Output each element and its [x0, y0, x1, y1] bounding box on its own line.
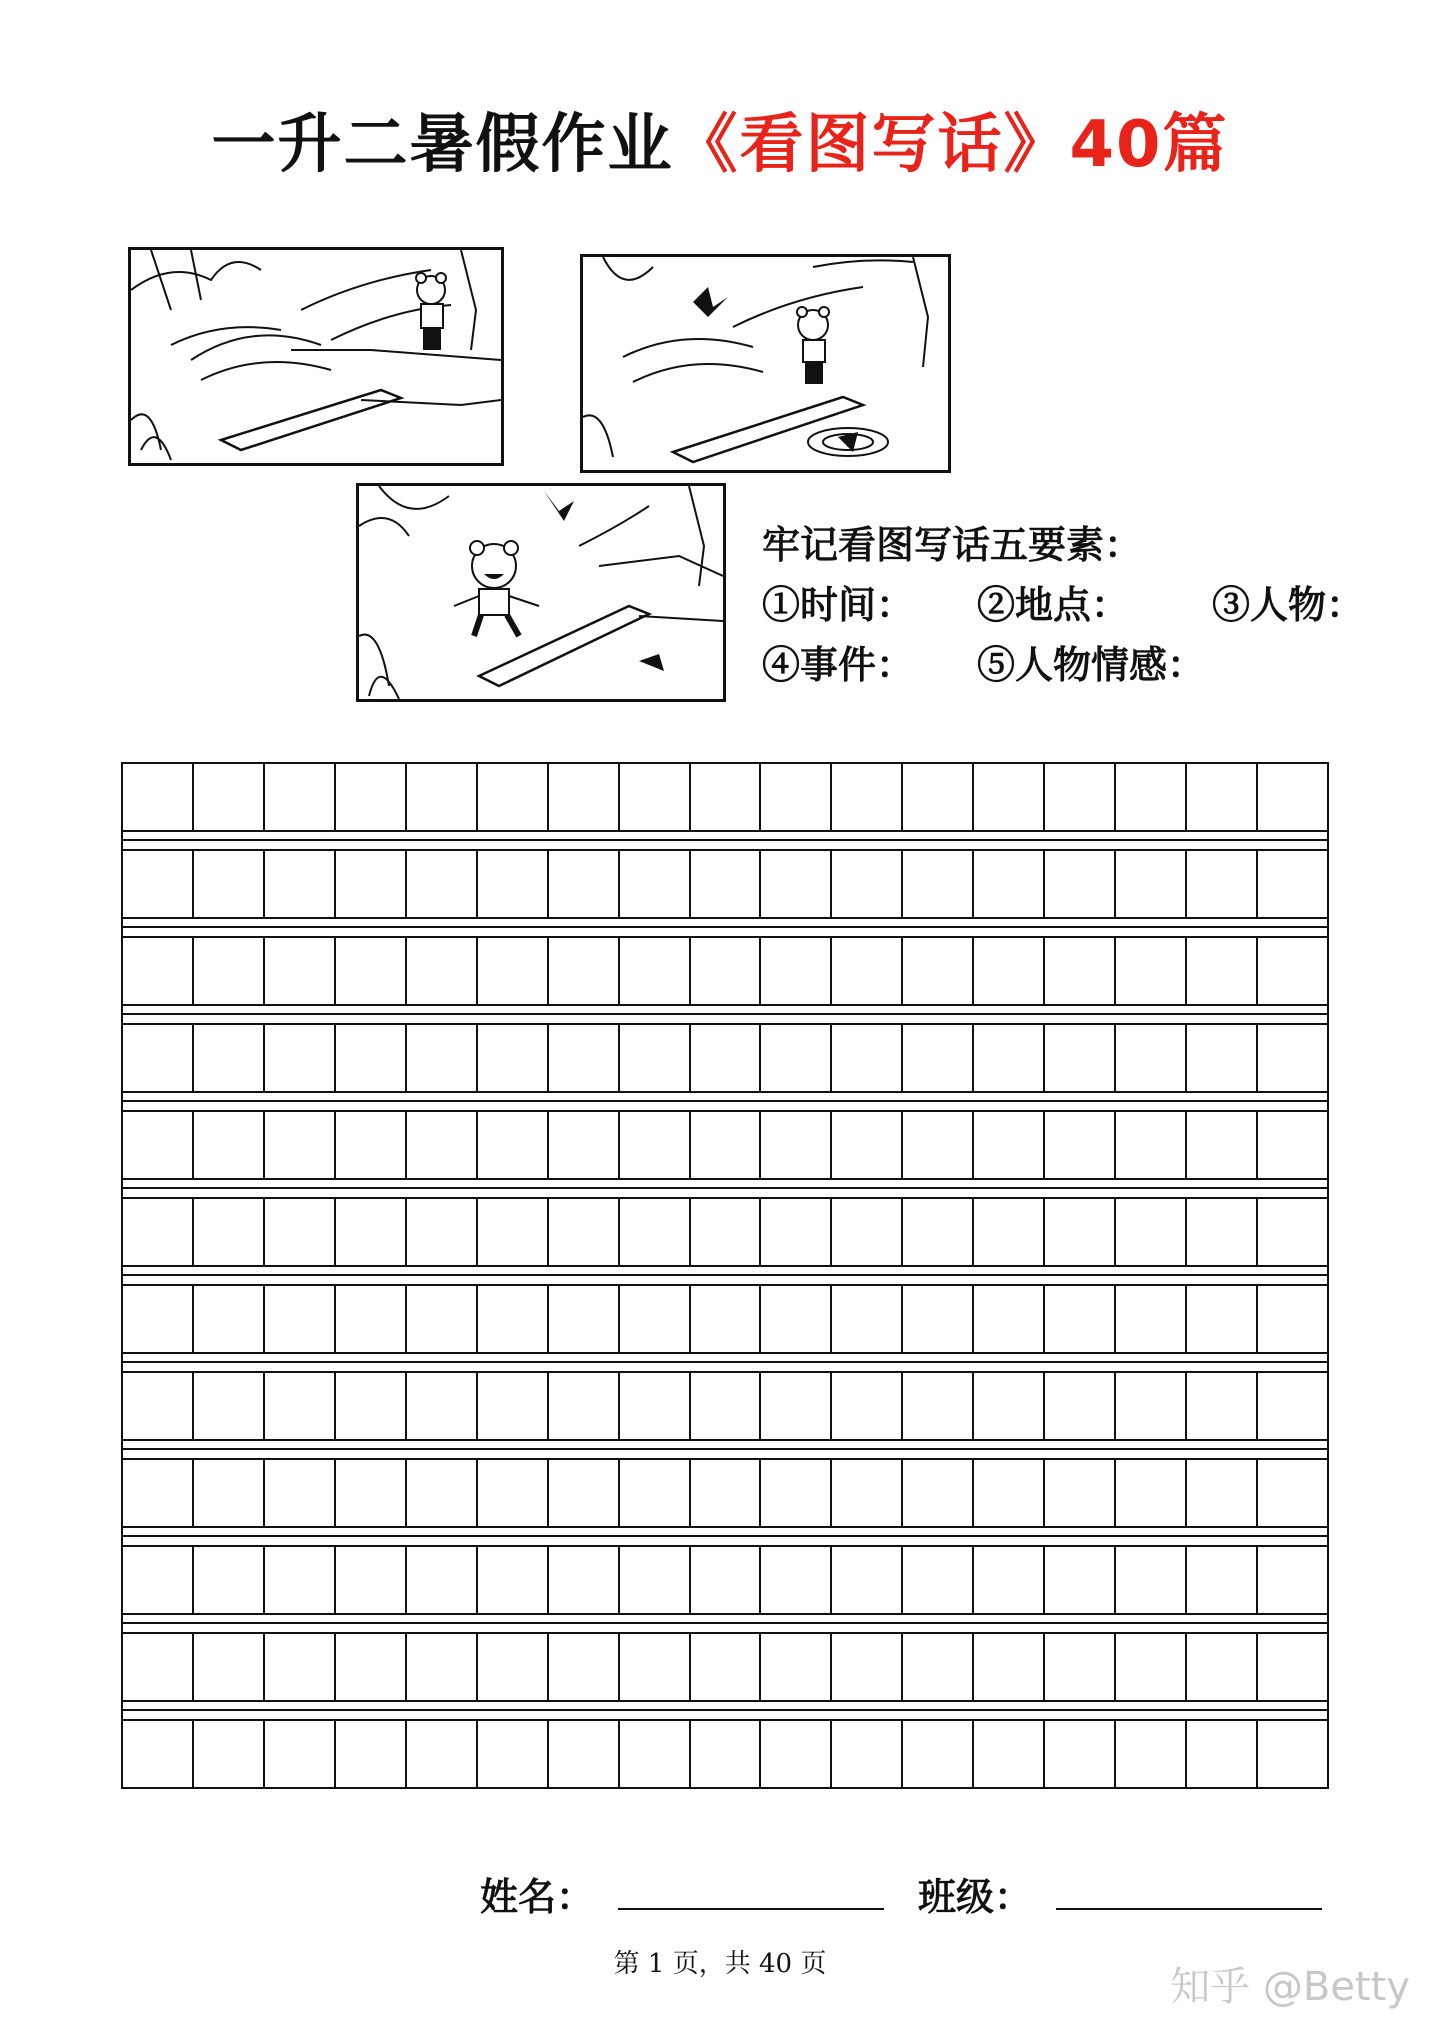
class-blank[interactable] — [1056, 1908, 1322, 1910]
grid-cell[interactable] — [691, 1547, 762, 1613]
grid-cell[interactable] — [1187, 1721, 1258, 1787]
grid-cell[interactable] — [974, 1547, 1045, 1613]
grid-cell[interactable] — [1258, 764, 1327, 830]
grid-cell[interactable] — [620, 851, 691, 917]
story-panel-2 — [580, 254, 951, 473]
grid-cell[interactable] — [549, 1634, 620, 1700]
grid-cell[interactable] — [691, 1112, 762, 1178]
page-title — [0, 100, 1440, 190]
elements-heading: 牢记看图写话五要素： — [762, 522, 1143, 567]
grid-row — [121, 1632, 1329, 1702]
grid-cell[interactable] — [407, 1112, 478, 1178]
grid-cell[interactable] — [974, 1286, 1045, 1352]
grid-cell[interactable] — [1045, 851, 1116, 917]
student-info — [0, 1858, 1440, 1918]
grid-cell[interactable] — [336, 1547, 407, 1613]
grid-cell[interactable] — [761, 1112, 832, 1178]
page-number: 第 1 页，共 40 页 — [613, 1949, 827, 1979]
grid-cell[interactable] — [1116, 1199, 1187, 1265]
grid-cell[interactable] — [265, 1547, 336, 1613]
grid-cell[interactable] — [1045, 1199, 1116, 1265]
grid-cell[interactable] — [691, 764, 762, 830]
grid-cell[interactable] — [194, 1373, 265, 1439]
grid-cell[interactable] — [832, 1373, 903, 1439]
grid-cell[interactable] — [549, 764, 620, 830]
grid-cell[interactable] — [1187, 1112, 1258, 1178]
grid-row-gap — [121, 1354, 1329, 1371]
grid-cell[interactable] — [974, 1721, 1045, 1787]
element-place: ②地点： — [977, 582, 1130, 627]
grid-cell[interactable] — [1258, 1634, 1327, 1700]
grid-cell[interactable] — [265, 1460, 336, 1526]
grid-cell[interactable] — [974, 1460, 1045, 1526]
grid-cell[interactable] — [974, 1634, 1045, 1700]
grid-row — [121, 1023, 1329, 1093]
grid-cell[interactable] — [903, 1199, 974, 1265]
grid-cell[interactable] — [761, 1286, 832, 1352]
grid-cell[interactable] — [832, 1286, 903, 1352]
grid-cell[interactable] — [974, 851, 1045, 917]
grid-cell[interactable] — [1116, 851, 1187, 917]
grid-cell[interactable] — [478, 1025, 549, 1091]
grid-cell[interactable] — [336, 851, 407, 917]
grid-cell[interactable] — [194, 1547, 265, 1613]
grid-cell[interactable] — [1187, 938, 1258, 1004]
grid-cell[interactable] — [691, 851, 762, 917]
grid-cell[interactable] — [478, 1460, 549, 1526]
grid-cell[interactable] — [903, 1373, 974, 1439]
grid-cell[interactable] — [620, 938, 691, 1004]
grid-cell[interactable] — [974, 1112, 1045, 1178]
grid-cell[interactable] — [1045, 938, 1116, 1004]
grid-cell[interactable] — [123, 764, 194, 830]
grid-cell[interactable] — [478, 1286, 549, 1352]
grid-cell[interactable] — [974, 1199, 1045, 1265]
grid-cell[interactable] — [549, 851, 620, 917]
grid-cell[interactable] — [832, 764, 903, 830]
grid-cell[interactable] — [1045, 1460, 1116, 1526]
grid-cell[interactable] — [1045, 1025, 1116, 1091]
grid-cell[interactable] — [1045, 1286, 1116, 1352]
panel-3-illustration — [359, 486, 723, 699]
grid-cell[interactable] — [1116, 1721, 1187, 1787]
grid-cell[interactable] — [832, 1547, 903, 1613]
grid-row-gap — [121, 1615, 1329, 1632]
grid-cell[interactable] — [194, 1199, 265, 1265]
grid-cell[interactable] — [549, 1286, 620, 1352]
grid-cell[interactable] — [761, 938, 832, 1004]
grid-cell[interactable] — [549, 1112, 620, 1178]
grid-cell[interactable] — [1258, 1721, 1327, 1787]
grid-cell[interactable] — [1116, 1547, 1187, 1613]
grid-cell[interactable] — [1187, 1634, 1258, 1700]
grid-cell[interactable] — [265, 1112, 336, 1178]
grid-cell[interactable] — [194, 1025, 265, 1091]
grid-cell[interactable] — [336, 1112, 407, 1178]
grid-cell[interactable] — [407, 1547, 478, 1613]
grid-cell[interactable] — [1258, 1025, 1327, 1091]
grid-cell[interactable] — [194, 1460, 265, 1526]
grid-cell[interactable] — [194, 938, 265, 1004]
element-character: ③人物： — [1212, 582, 1365, 627]
grid-cell[interactable] — [620, 1460, 691, 1526]
grid-cell[interactable] — [761, 764, 832, 830]
grid-cell[interactable] — [620, 1286, 691, 1352]
grid-cell[interactable] — [265, 1634, 336, 1700]
grid-cell[interactable] — [265, 938, 336, 1004]
grid-cell[interactable] — [549, 1373, 620, 1439]
grid-cell[interactable] — [1258, 1373, 1327, 1439]
grid-cell[interactable] — [1116, 938, 1187, 1004]
grid-cell[interactable] — [1045, 1112, 1116, 1178]
grid-row — [121, 1284, 1329, 1354]
grid-cell[interactable] — [1116, 1025, 1187, 1091]
grid-cell[interactable] — [691, 1634, 762, 1700]
grid-cell[interactable] — [336, 764, 407, 830]
grid-cell[interactable] — [1187, 764, 1258, 830]
grid-cell[interactable] — [478, 1721, 549, 1787]
grid-cell[interactable] — [1187, 851, 1258, 917]
grid-row-gap — [121, 1006, 1329, 1023]
grid-cell[interactable] — [478, 1199, 549, 1265]
grid-cell[interactable] — [1045, 1547, 1116, 1613]
grid-cell[interactable] — [620, 1547, 691, 1613]
grid-cell[interactable] — [620, 1373, 691, 1439]
grid-cell[interactable] — [761, 1721, 832, 1787]
grid-cell[interactable] — [832, 1721, 903, 1787]
grid-cell[interactable] — [123, 1025, 194, 1091]
panel-1-illustration — [131, 250, 501, 463]
grid-cell[interactable] — [1116, 1634, 1187, 1700]
grid-cell[interactable] — [1258, 1460, 1327, 1526]
grid-cell[interactable] — [1258, 1199, 1327, 1265]
grid-cell[interactable] — [336, 1460, 407, 1526]
grid-cell[interactable] — [194, 851, 265, 917]
title-prefix: 一升二暑假作业 — [211, 108, 674, 182]
grid-cell[interactable] — [407, 1634, 478, 1700]
grid-cell[interactable] — [123, 1112, 194, 1178]
grid-cell[interactable] — [549, 1547, 620, 1613]
grid-cell[interactable] — [620, 1634, 691, 1700]
grid-row-gap — [121, 1702, 1329, 1719]
grid-cell[interactable] — [265, 1373, 336, 1439]
grid-cell[interactable] — [761, 1460, 832, 1526]
grid-cell[interactable] — [407, 1199, 478, 1265]
grid-cell[interactable] — [407, 1373, 478, 1439]
grid-cell[interactable] — [478, 938, 549, 1004]
grid-cell[interactable] — [123, 1373, 194, 1439]
grid-cell[interactable] — [1258, 1547, 1327, 1613]
grid-cell[interactable] — [761, 1025, 832, 1091]
grid-cell[interactable] — [903, 851, 974, 917]
grid-cell[interactable] — [761, 1634, 832, 1700]
grid-cell[interactable] — [1045, 1721, 1116, 1787]
grid-cell[interactable] — [1187, 1547, 1258, 1613]
grid-cell[interactable] — [691, 1199, 762, 1265]
grid-cell[interactable] — [194, 1112, 265, 1178]
grid-cell[interactable] — [832, 1199, 903, 1265]
grid-cell[interactable] — [265, 1199, 336, 1265]
grid-cell[interactable] — [407, 851, 478, 917]
grid-cell[interactable] — [407, 938, 478, 1004]
grid-cell[interactable] — [903, 938, 974, 1004]
grid-row — [121, 1371, 1329, 1441]
grid-cell[interactable] — [832, 851, 903, 917]
grid-row-gap — [121, 919, 1329, 936]
grid-cell[interactable] — [761, 1547, 832, 1613]
grid-cell[interactable] — [903, 1634, 974, 1700]
bird-icon — [693, 287, 728, 317]
grid-cell[interactable] — [478, 764, 549, 830]
name-label: 姓名： — [480, 1874, 595, 1919]
grid-cell[interactable] — [123, 1634, 194, 1700]
grid-cell[interactable] — [1116, 764, 1187, 830]
grid-cell[interactable] — [336, 1373, 407, 1439]
grid-cell[interactable] — [691, 1286, 762, 1352]
grid-cell[interactable] — [691, 1460, 762, 1526]
grid-row — [121, 762, 1329, 832]
grid-row — [121, 1197, 1329, 1267]
grid-cell[interactable] — [1116, 1460, 1187, 1526]
story-panel-3 — [356, 483, 726, 702]
grid-cell[interactable] — [123, 938, 194, 1004]
grid-cell[interactable] — [620, 1721, 691, 1787]
grid-row-gap — [121, 832, 1329, 849]
grid-cell[interactable] — [903, 1112, 974, 1178]
grid-cell[interactable] — [123, 1721, 194, 1787]
grid-row-gap — [121, 1441, 1329, 1458]
grid-cell[interactable] — [903, 1025, 974, 1091]
grid-row-gap — [121, 1180, 1329, 1197]
grid-cell[interactable] — [974, 938, 1045, 1004]
grid-cell[interactable] — [1116, 1286, 1187, 1352]
grid-cell[interactable] — [1187, 1373, 1258, 1439]
grid-cell[interactable] — [620, 1199, 691, 1265]
grid-cell[interactable] — [974, 1025, 1045, 1091]
grid-row — [121, 1110, 1329, 1180]
five-elements-reminder — [762, 515, 1402, 695]
grid-cell[interactable] — [832, 1460, 903, 1526]
writing-grid[interactable] — [121, 762, 1329, 1789]
grid-cell[interactable] — [123, 851, 194, 917]
grid-cell[interactable] — [336, 1199, 407, 1265]
grid-cell[interactable] — [832, 1112, 903, 1178]
grid-cell[interactable] — [1187, 1199, 1258, 1265]
grid-cell[interactable] — [265, 764, 336, 830]
grid-cell[interactable] — [123, 1286, 194, 1352]
grid-cell[interactable] — [478, 1547, 549, 1613]
grid-cell[interactable] — [620, 1112, 691, 1178]
grid-cell[interactable] — [974, 764, 1045, 830]
grid-cell[interactable] — [620, 764, 691, 830]
name-blank[interactable] — [618, 1908, 884, 1910]
grid-cell[interactable] — [1258, 851, 1327, 917]
grid-cell[interactable] — [691, 938, 762, 1004]
grid-cell[interactable] — [1187, 1286, 1258, 1352]
grid-cell[interactable] — [336, 1721, 407, 1787]
grid-cell[interactable] — [1045, 1373, 1116, 1439]
grid-cell[interactable] — [123, 1199, 194, 1265]
grid-cell[interactable] — [265, 1286, 336, 1352]
grid-cell[interactable] — [407, 1025, 478, 1091]
grid-cell[interactable] — [407, 1721, 478, 1787]
grid-cell[interactable] — [549, 1460, 620, 1526]
grid-cell[interactable] — [1045, 1634, 1116, 1700]
grid-cell[interactable] — [478, 1373, 549, 1439]
grid-cell[interactable] — [549, 938, 620, 1004]
element-time: ①时间： — [762, 582, 915, 627]
grid-row — [121, 1719, 1329, 1789]
grid-cell[interactable] — [1116, 1373, 1187, 1439]
grid-cell[interactable] — [336, 938, 407, 1004]
grid-cell[interactable] — [761, 1199, 832, 1265]
element-emotion: ⑤人物情感： — [977, 642, 1206, 687]
grid-cell[interactable] — [478, 851, 549, 917]
grid-cell[interactable] — [549, 1025, 620, 1091]
grid-cell[interactable] — [194, 764, 265, 830]
grid-cell[interactable] — [336, 1025, 407, 1091]
grid-cell[interactable] — [903, 1721, 974, 1787]
grid-cell[interactable] — [620, 1025, 691, 1091]
grid-cell[interactable] — [761, 851, 832, 917]
grid-cell[interactable] — [903, 1286, 974, 1352]
elements-row-1 — [762, 575, 1402, 635]
grid-cell[interactable] — [265, 1721, 336, 1787]
grid-cell[interactable] — [974, 1373, 1045, 1439]
elements-row-2 — [762, 635, 1402, 695]
bird-icon — [544, 491, 574, 521]
grid-cell[interactable] — [691, 1373, 762, 1439]
grid-row — [121, 936, 1329, 1006]
grid-cell[interactable] — [1187, 1025, 1258, 1091]
grid-cell[interactable] — [1045, 764, 1116, 830]
grid-cell[interactable] — [832, 1634, 903, 1700]
grid-cell[interactable] — [478, 1112, 549, 1178]
grid-row-gap — [121, 1093, 1329, 1110]
grid-row — [121, 1545, 1329, 1615]
grid-row-gap — [121, 1528, 1329, 1545]
watermark: 知乎 @Betty — [1170, 1964, 1410, 2010]
grid-cell[interactable] — [1187, 1460, 1258, 1526]
panel-2-illustration — [583, 257, 948, 470]
grid-cell[interactable] — [194, 1721, 265, 1787]
grid-cell[interactable] — [1258, 1112, 1327, 1178]
grid-row-gap — [121, 1267, 1329, 1284]
grid-cell[interactable] — [336, 1634, 407, 1700]
class-label: 班级： — [918, 1874, 1033, 1919]
grid-cell[interactable] — [761, 1373, 832, 1439]
grid-cell[interactable] — [1258, 1286, 1327, 1352]
grid-cell[interactable] — [691, 1025, 762, 1091]
grid-row — [121, 849, 1329, 919]
story-panel-1 — [128, 247, 504, 466]
grid-cell[interactable] — [336, 1286, 407, 1352]
grid-cell[interactable] — [832, 938, 903, 1004]
grid-cell[interactable] — [265, 851, 336, 917]
title-highlight: 《看图写话》40篇 — [673, 108, 1229, 182]
grid-cell[interactable] — [194, 1634, 265, 1700]
grid-cell[interactable] — [407, 1460, 478, 1526]
grid-cell[interactable] — [123, 1460, 194, 1526]
grid-cell[interactable] — [265, 1025, 336, 1091]
element-event: ④事件： — [762, 642, 915, 687]
grid-cell[interactable] — [407, 764, 478, 830]
grid-cell[interactable] — [549, 1199, 620, 1265]
grid-cell[interactable] — [1258, 938, 1327, 1004]
grid-row — [121, 1458, 1329, 1528]
grid-cell[interactable] — [903, 764, 974, 830]
grid-cell[interactable] — [549, 1721, 620, 1787]
grid-cell[interactable] — [691, 1721, 762, 1787]
grid-cell[interactable] — [903, 1460, 974, 1526]
grid-cell[interactable] — [903, 1547, 974, 1613]
grid-cell[interactable] — [478, 1634, 549, 1700]
grid-cell[interactable] — [123, 1547, 194, 1613]
grid-cell[interactable] — [1116, 1112, 1187, 1178]
grid-cell[interactable] — [832, 1025, 903, 1091]
grid-cell[interactable] — [407, 1286, 478, 1352]
grid-cell[interactable] — [194, 1286, 265, 1352]
